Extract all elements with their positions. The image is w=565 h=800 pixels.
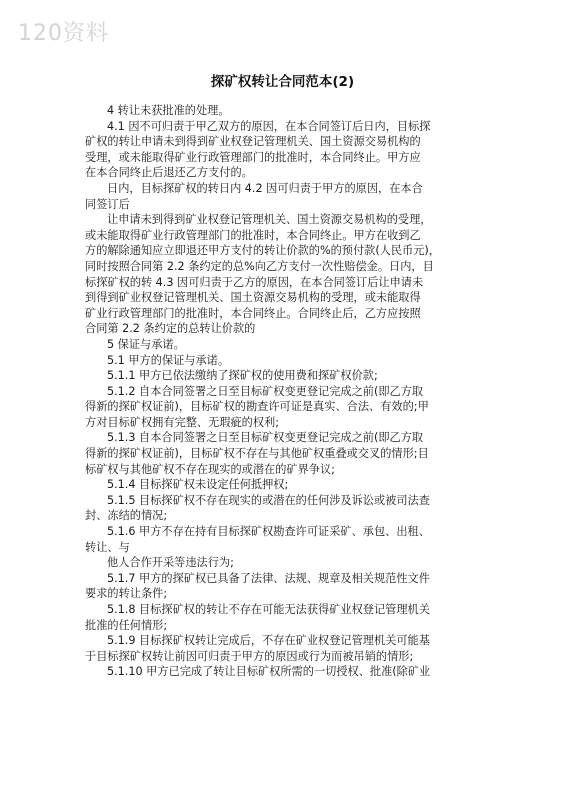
text-line: 让申请未到得到矿业权登记管理机关、国土资源交易机构的受理， — [107, 213, 432, 227]
text-line: 5.1 甲方的保证与承诺。 — [107, 353, 230, 367]
document-body — [85, 103, 483, 680]
text-line: 5.1.9 目标探矿权转让完成后，不存在矿业权登记管理机关可能基 — [107, 634, 430, 648]
text-line: 5.1.7 甲方的探矿权已具备了法律、法规、规章及相关规范性文件 — [107, 571, 430, 585]
text-line: 5 保证与承诺。 — [107, 337, 185, 351]
text-line: 5.1.10 甲方已完成了转让目标矿权所需的一切授权、批准(除矿业 — [107, 665, 431, 679]
text-line: 5.1.2 自本合同签署之日至目标矿权变更登记完成之前(即乙方取 — [107, 384, 424, 398]
text-line: 日内，目标探矿权的转日内 4.2 因可归责于甲方的原因，在本合 — [107, 181, 423, 195]
text-line: 受理，或未能取得矿业行政管理部门的批准时，本合同终止。甲方应 — [85, 150, 421, 164]
text-line: 5.1.4 目标探矿权未设定任何抵押权; — [107, 478, 289, 492]
text-line: 到得到矿业权登记管理机关、国土资源交易机构的受理，或未能取得 — [85, 291, 421, 305]
text-line: 方对目标矿权拥有完整、无瑕疵的权利; — [85, 415, 279, 429]
text-line: 标探矿权的转 4.3 因可归责于乙方的原因，在本合同签订后让申请未 — [85, 275, 424, 289]
text-line: 5.1.8 目标探矿权的转让不存在可能无法获得矿业权登记管理机关 — [107, 603, 430, 616]
document-title: 探矿权转让合同范本(2) — [210, 74, 355, 90]
text-line: 5.1.6 甲方不存在持有目标探矿权勘查许可证采矿、承包、出租、 — [107, 525, 430, 539]
text-line: 要求的转让条件; — [85, 587, 168, 601]
text-line: 批准的任何情形; — [85, 618, 168, 632]
text-line: 于目标探矿权转让前因可归责于甲方的原因或行为而被吊销的情形; — [85, 649, 414, 663]
text-line: 5.1.5 目标探矿权不存在现实的或潜在的任何涉及诉讼或被司法查 — [107, 493, 430, 507]
text-line: 4.1 因不可归责于甲乙双方的原因，在本合同签订后日内，目标探 — [107, 119, 431, 133]
text-line: 矿业行政管理部门的批准时，本合同终止。合同终止后，乙方应按照 — [85, 306, 421, 320]
text-line: 得新的探矿权证前)，目标矿权的勘查许可证是真实、合法、有效的;甲 — [85, 400, 429, 414]
text-line: 标矿权与其他矿权不存在现实的或潜在的矿界争议; — [85, 462, 335, 476]
text-line: 或未能取得矿业行政管理部门的批准时，本合同终止。甲方在收到乙 — [85, 228, 421, 242]
watermark-logo: 120资料 — [18, 21, 109, 46]
text-line: 他人合作开采等违法行为; — [107, 556, 234, 570]
text-line: 合同第 2.2 条约定的总转让价款的 — [85, 322, 256, 336]
text-line: 封、冻结的情况; — [85, 509, 168, 523]
text-line: 方的解除通知应立即退还甲方支付的转让价款的%的预付款(人民币元)， — [85, 244, 440, 258]
text-line: 同签订后 — [85, 197, 130, 211]
text-line: 5.1.3 自本合同签署之日至目标矿权变更登记完成之前(即乙方取 — [107, 431, 424, 445]
text-line: 4 转让未获批准的处理。 — [107, 104, 230, 117]
text-line: 矿权的转让申请未到得到矿业权登记管理机关、国土资源交易机构的 — [85, 135, 421, 149]
text-line: 同时按照合同第 2.2 条约定的总%向乙方支付一次性赔偿金。日内，目 — [85, 259, 434, 273]
text-line: 在本合同终止后退还乙方支付的。 — [85, 166, 253, 180]
text-line: 得新的探矿权证前)，目标矿权不存在与其他矿权重叠或交叉的情形;目 — [85, 447, 429, 461]
text-line: 转让、与 — [85, 540, 130, 554]
text-line: 5.1.1 甲方已依法缴纳了探矿权的使用费和探矿权价款; — [107, 369, 378, 383]
